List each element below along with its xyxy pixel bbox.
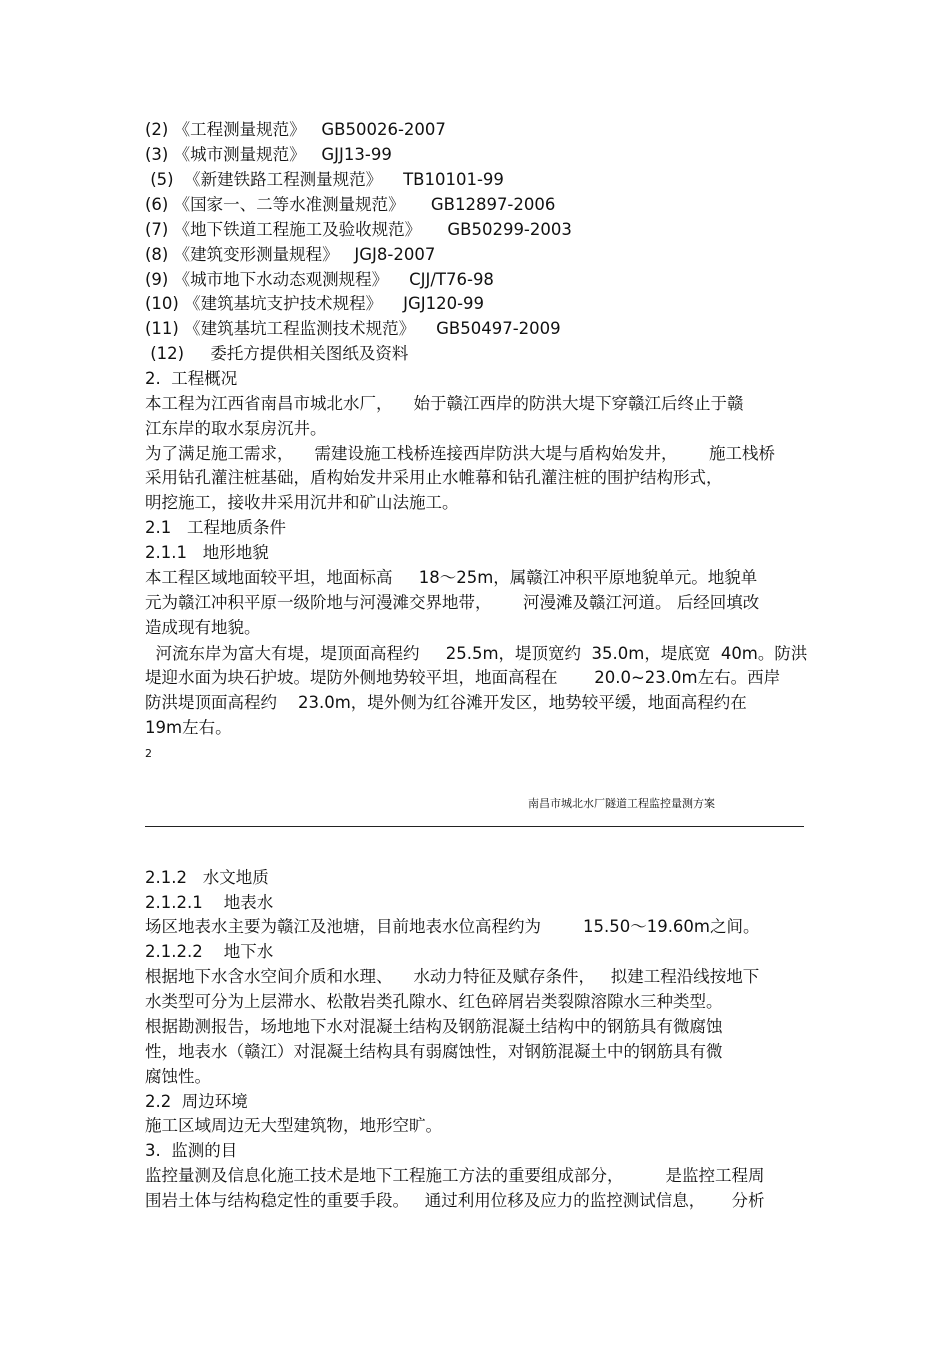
section-heading-2-1-2: 2.1.2 水文地质 xyxy=(145,868,269,887)
paragraph-line: 水类型可分为上层滞水、松散岩类孔隙水、红色碎屑岩类裂隙溶隙水三种类型。 xyxy=(145,992,723,1011)
paragraph-line: 河流东岸为富大有堤，堤顶面高程约 25.5m，堤顶宽约 35.0m，堤底宽 40m。防洪 xyxy=(145,644,808,663)
section-heading-2-1-2-1: 2.1.2.1 地表水 xyxy=(145,893,274,912)
paragraph-line: 19m左右。 xyxy=(145,718,232,737)
paragraph-line: 江东岸的取水泵房沉井。 xyxy=(145,419,327,438)
ref-item-2: (2) 《工程测量规范》 GB50026-2007 xyxy=(145,120,446,139)
ref-item-5: (5) 《新建铁路工程测量规范》 TB10101-99 xyxy=(145,170,504,189)
paragraph-line: 本工程区域地面较平坦，地面标高 18～25m，属赣江冲积平原地貌单元。地貌单 xyxy=(145,568,758,587)
paragraph-line: 监控量测及信息化施工技术是地下工程施工方法的重要组成部分， 是监控工程周 xyxy=(145,1166,765,1185)
paragraph-line: 堤迎水面为块石护坡。堤防外侧地势较平坦，地面高程在 20.0~23.0m左右。西岸 xyxy=(145,668,781,687)
ref-item-10: (10) 《建筑基坑支护技术规程》 JGJ120-99 xyxy=(145,294,485,313)
ref-item-7: (7) 《地下铁道工程施工及验收规范》 GB50299-2003 xyxy=(145,220,572,239)
paragraph-line: 明挖施工，接收井采用沉井和矿山法施工。 xyxy=(145,493,459,512)
header-rule xyxy=(145,826,804,827)
paragraph-line: 性，地表水（赣江）对混凝土结构具有弱腐蚀性，对钢筋混凝土中的钢筋具有微 xyxy=(145,1042,723,1061)
running-header-title: 南昌市城北水厂隧道工程监控量测方案 xyxy=(528,797,715,810)
section-heading-2-1-2-2: 2.1.2.2 地下水 xyxy=(145,942,274,961)
paragraph-line: 为了满足施工需求， 需建设施工栈桥连接西岸防洪大堤与盾构始发井， 施工栈桥 xyxy=(145,444,775,463)
section-heading-2-1-1: 2.1.1 地形地貌 xyxy=(145,543,269,562)
paragraph-line: 腐蚀性。 xyxy=(145,1067,211,1086)
ref-item-6: (6) 《国家一、二等水准测量规范》 GB12897-2006 xyxy=(145,195,556,214)
ref-item-11: (11) 《建筑基坑工程监测技术规范》 GB50497-2009 xyxy=(145,319,561,338)
ref-item-8: (8) 《建筑变形测量规程》 JGJ8-2007 xyxy=(145,245,436,264)
page-number: 2 xyxy=(145,747,152,760)
paragraph-line: 围岩土体与结构稳定性的重要手段。 通过利用位移及应力的监控测试信息， 分析 xyxy=(145,1191,765,1210)
paragraph-line: 根据勘测报告，场地地下水对混凝土结构及钢筋混凝土结构中的钢筋具有微腐蚀 xyxy=(145,1017,723,1036)
paragraph-line: 本工程为江西省南昌市城北水厂， 始于赣江西岸的防洪大堤下穿赣江后终止于赣 xyxy=(145,394,744,413)
paragraph-line: 元为赣江冲积平原一级阶地与河漫滩交界地带， 河漫滩及赣江河道。 后经回填改 xyxy=(145,593,760,612)
ref-item-9: (9) 《城市地下水动态观测规程》 CJJ/T76-98 xyxy=(145,270,494,289)
section-heading-2-1: 2.1 工程地质条件 xyxy=(145,518,286,537)
paragraph-line: 场区地表水主要为赣江及池塘，目前地表水位高程约为 15.50～19.60m之间。 xyxy=(145,917,760,936)
section-heading-2: 2. 工程概况 xyxy=(145,369,238,388)
section-heading-2-2: 2.2 周边环境 xyxy=(145,1092,248,1111)
ref-item-3: (3) 《城市测量规范》 GJJ13-99 xyxy=(145,145,392,164)
ref-item-12: (12) 委托方提供相关图纸及资料 xyxy=(145,344,409,363)
section-heading-3: 3. 监测的目 xyxy=(145,1141,238,1160)
paragraph-line: 造成现有地貌。 xyxy=(145,618,261,637)
paragraph-line: 根据地下水含水空间介质和水理、 水动力特征及赋存条件， 拟建工程沿线按地下 xyxy=(145,967,760,986)
paragraph-line: 采用钻孔灌注桩基础，盾构始发井采用止水帷幕和钻孔灌注桩的围护结构形式， xyxy=(145,468,723,487)
paragraph-line: 防洪堤顶面高程约 23.0m，堤外侧为红谷滩开发区，地势较平缓，地面高程约在 xyxy=(145,693,747,712)
paragraph-line: 施工区域周边无大型建筑物，地形空旷。 xyxy=(145,1116,442,1135)
